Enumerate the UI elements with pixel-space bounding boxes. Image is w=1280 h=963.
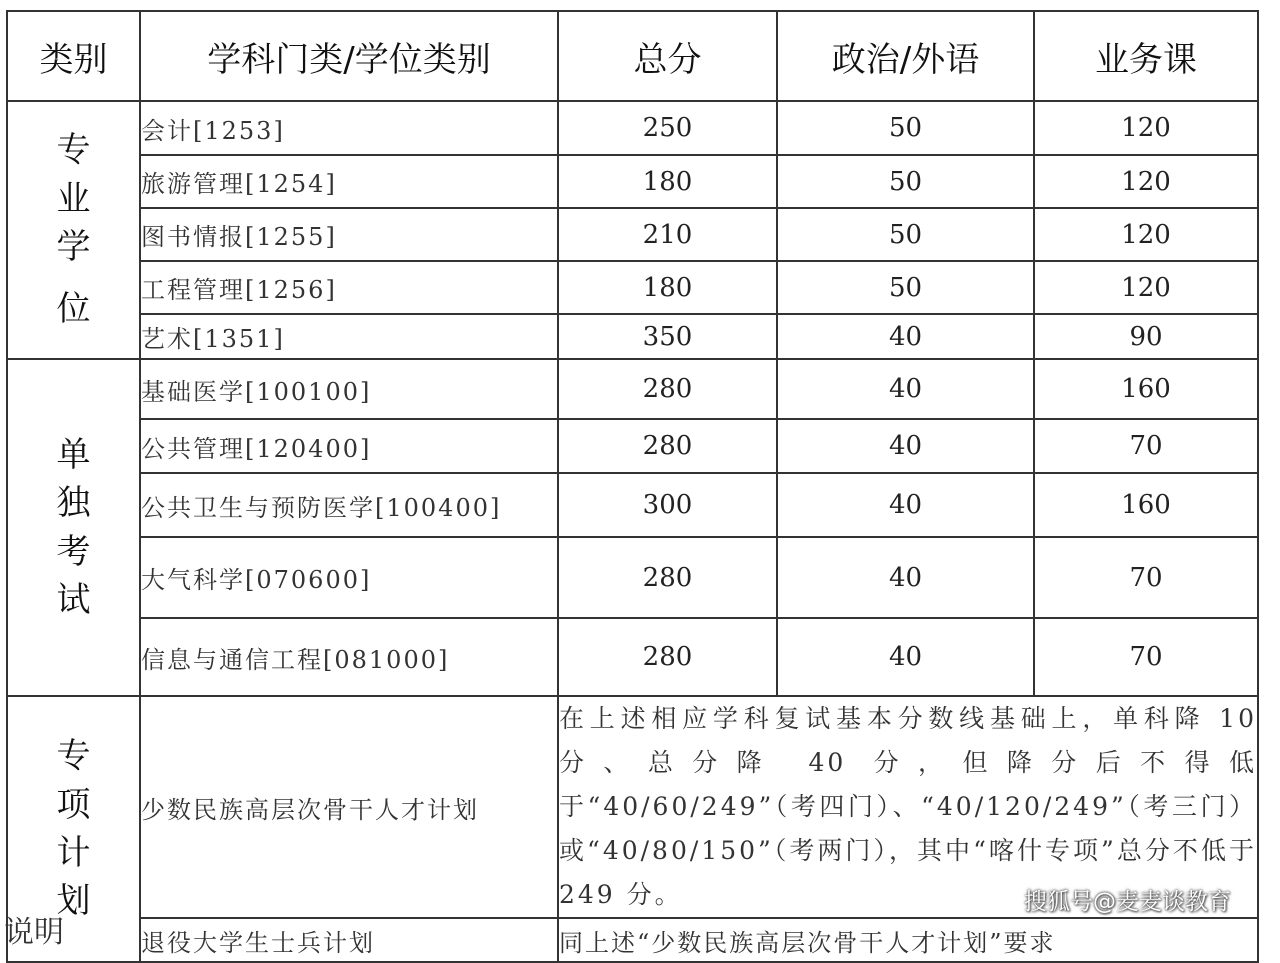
table-row (7, 918, 1258, 962)
table-row (7, 473, 1258, 537)
category-char: 独 (56, 483, 91, 524)
category-char: 学 (56, 227, 91, 267)
politics-cell: 40 (777, 537, 1034, 618)
score-table (6, 10, 1259, 963)
header-politics-language: 政治/外语 (777, 11, 1034, 101)
total-cell: 350 (558, 314, 777, 359)
major-cell: 160 (1034, 473, 1258, 537)
subject-cell: 艺术[1351] (140, 314, 558, 359)
category-char: 考 (56, 531, 91, 572)
subject-cell: 公共管理[120400] (140, 419, 558, 473)
subject-cell: 工程管理[1256] (140, 261, 558, 314)
table-row (7, 261, 1258, 314)
watermark: 搜狐号@麦麦谈教育 (1024, 889, 1231, 915)
major-cell: 120 (1034, 208, 1258, 261)
subject-cell: 图书情报[1255] (140, 208, 558, 261)
category-char: 单 (56, 434, 91, 475)
total-cell: 280 (558, 618, 777, 696)
total-cell: 280 (558, 419, 777, 473)
header-category: 类别 (7, 11, 140, 101)
table-row (7, 155, 1258, 208)
major-cell: 70 (1034, 537, 1258, 618)
table-row (7, 101, 1258, 155)
category-char: 计 (56, 833, 91, 873)
major-cell: 120 (1034, 101, 1258, 155)
politics-cell: 50 (777, 155, 1034, 208)
header-row (7, 11, 1258, 101)
subject-cell: 大气科学[070600] (140, 537, 558, 618)
subject-cell: 会计[1253] (140, 101, 558, 155)
table-row (7, 359, 1258, 419)
table-row (7, 618, 1258, 696)
table-row (7, 208, 1258, 261)
category-char: 项 (56, 784, 91, 825)
major-cell: 120 (1034, 261, 1258, 314)
total-cell: 250 (558, 101, 777, 155)
category-char: 业 (56, 178, 91, 219)
note-cell: 同上述“少数民族高层次骨干人才计划”要求 (558, 918, 1258, 962)
total-cell: 280 (558, 537, 777, 618)
subject-cell: 旅游管理[1254] (140, 155, 558, 208)
category-professional-degree (7, 101, 140, 359)
subject-cell: 公共卫生与预防医学[100400] (140, 473, 558, 537)
total-cell: 180 (558, 155, 777, 208)
major-cell: 160 (1034, 359, 1258, 419)
header-total: 总分 (558, 11, 777, 101)
subject-cell: 退役大学生士兵计划 (140, 918, 558, 962)
politics-cell: 40 (777, 618, 1034, 696)
footer-fragment (4, 915, 74, 950)
major-cell: 120 (1034, 155, 1258, 208)
table-row (7, 537, 1258, 618)
total-cell: 280 (558, 359, 777, 419)
politics-cell: 50 (777, 208, 1034, 261)
header-subject: 学科门类/学位类别 (140, 11, 558, 101)
total-cell: 300 (558, 473, 777, 537)
footer-fragment-text: 说明 (4, 915, 64, 950)
subject-cell: 信息与通信工程[081000] (140, 618, 558, 696)
table-row (7, 419, 1258, 473)
category-char: 试 (56, 579, 91, 620)
total-cell: 210 (558, 208, 777, 261)
total-cell: 180 (558, 261, 777, 314)
politics-cell: 40 (777, 359, 1034, 419)
category-char: 划 (56, 881, 91, 922)
table-row (7, 314, 1258, 359)
category-char: 专 (56, 130, 91, 171)
major-cell: 70 (1034, 419, 1258, 473)
politics-cell: 40 (777, 419, 1034, 473)
major-cell: 70 (1034, 618, 1258, 696)
category-char: 专 (56, 736, 91, 777)
major-cell: 90 (1034, 314, 1258, 359)
header-major-course: 业务课 (1034, 11, 1258, 101)
category-char: 位 (56, 289, 91, 330)
category-independent-exam (7, 359, 140, 696)
subject-cell: 基础医学[100100] (140, 359, 558, 419)
politics-cell: 50 (777, 101, 1034, 155)
politics-cell: 40 (777, 314, 1034, 359)
note-cell: 在上述相应学科复试基本分数线基础上，单科降 10 分、总分降 40 分，但降分后不得低于“40/60/249”（考四门）、“40/120/249”（考三门）或“40/80/150”（考两门），其中“喀什专项”总分不低于 249 分。 (558, 696, 1258, 918)
politics-cell: 50 (777, 261, 1034, 314)
subject-cell: 少数民族高层次骨干人才计划 (140, 696, 558, 918)
politics-cell: 40 (777, 473, 1034, 537)
